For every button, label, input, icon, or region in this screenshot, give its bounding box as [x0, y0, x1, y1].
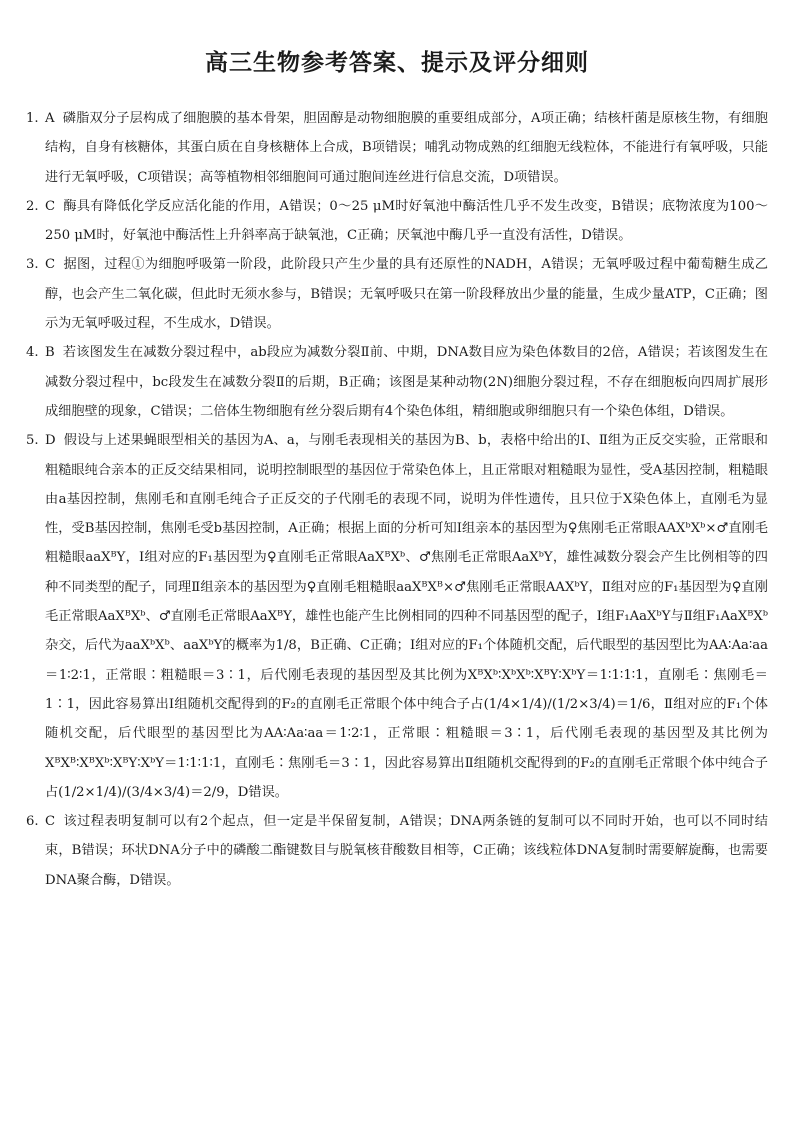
item-explanation: 该过程表明复制可以有2个起点，但一定是半保留复制，A错误；DNA两条链的复制可以不同时开始，也可以不同时结束，B错误；环状DNA分子中的磷酸二酯键数目与脱氧核苷酸数目相等，C正确；该线粒体DNA复制时需要解旋酶，也需要DNA聚合酶，D错误。: [45, 814, 768, 888]
answer-item-4: [26, 338, 768, 426]
item-number: 3.: [26, 257, 39, 273]
answer-item-5: [26, 426, 768, 807]
answer-item-6: [26, 807, 768, 895]
item-explanation: 据图，过程①为细胞呼吸第一阶段，此阶段只产生少量的具有还原性的NADH，A错误；无氧呼吸过程中葡萄糖生成乙醇，也会产生二氧化碳，但此时无须水参与，B错误；无氧呼吸只在第一阶段释放出少量的能量，生成少量ATP，C正确；图示为无氧呼吸过程，不生成水，D错误。: [45, 257, 768, 332]
item-explanation: 假设与上述果蝇眼型相关的基因为A、a，与刚毛表现相关的基因为B、b，表格中给出的Ⅰ、Ⅱ组为正反交实验，正常眼和粗糙眼纯合亲本的正反交结果相同，说明控制眼型的基因位于常染色体上，且正常眼对粗糙眼为显性，受A基因控制，粗糙眼由a基因控制，焦刚毛和直刚毛纯合子正反交的子代刚毛的表现不同，说明为伴性遗传，且只位于X染色体上，直刚毛为显性，受B基因控制，焦刚毛受b基因控制，A正确；根据上面的分析可知Ⅰ组亲本的基因型为♀焦刚毛正常眼AAXᵇXᵇ×♂直刚毛粗糙眼aaXᴮY，Ⅰ组对应的F₁基因型为♀直刚毛正常眼AaXᴮXᵇ、♂焦刚毛正常眼AaXᵇY，雄性减数分裂会产生比例相等的四种不同类型的配子，同理Ⅱ组亲本的基因型为♀直刚毛粗糙眼aaXᴮXᴮ×♂焦刚毛正常眼AAXᵇY，Ⅱ组对应的F₁基因型为♀直刚毛正常眼AaXᴮXᵇ、♂直刚毛正常眼AaXᴮY，雄性也能产生比例相同的四种不同基因型的配子，Ⅰ组F₁AaXᵇY与Ⅱ组F₁AaXᴮXᵇ杂交，后代为aaXᵇXᵇ、aaXᵇY的概率为1/8，B正确、C正确；Ⅰ组对应的F₁个体随机交配，后代眼型的基因型比为AA∶Aa∶aa＝1∶2∶1，正常眼∶粗糙眼＝3∶1，后代刚毛表现的基因型及其比例为XᴮXᵇ∶XᵇXᵇ∶XᴮY∶XᵇY＝1∶1∶1∶1，直刚毛∶焦刚毛＝1∶1，因此容易算出Ⅰ组随机交配得到的F₂的直刚毛正常眼个体中纯合子占(1/4×1/4)/(1/2×3/4)＝1/6，Ⅱ组对应的F₁个体随机交配，后代眼型的基因型比为AA∶Aa∶aa＝1∶2∶1，正常眼∶粗糙眼＝3∶1，后代刚毛表现的基因型及其比例为XᴮXᴮ∶XᴮXᵇ∶XᴮY∶XᵇY＝1∶1∶1∶1，直刚毛∶焦刚毛＝3∶1，因此容易算出Ⅱ组随机交配得到的F₂的直刚毛正常眼个体中纯合子占(1/2×1/4)/(3/4×3/4)＝2/9，D错误。: [45, 433, 768, 800]
item-answer: C: [45, 198, 56, 214]
item-number: 2.: [26, 198, 39, 214]
answer-item-3: [26, 250, 768, 338]
answer-item-2: [26, 192, 768, 251]
item-answer: C: [45, 814, 56, 830]
answer-item-1: [26, 104, 768, 192]
item-answer: C: [45, 257, 56, 273]
page-title: 高三生物参考答案、提示及评分细则: [205, 50, 589, 76]
item-number: 6.: [26, 814, 39, 830]
item-number: 5.: [26, 433, 39, 449]
item-explanation: 若该图发生在减数分裂过程中，ab段应为减数分裂Ⅱ前、中期，DNA数目应为染色体数目的2倍，A错误；若该图发生在减数分裂过程中，bc段发生在减数分裂Ⅱ的后期，B正确；该图是某种动物(2N)细胞分裂过程，不存在细胞板向四周扩展形成细胞壁的现象，C错误；二倍体生物细胞有丝分裂后期有4个染色体组，精细胞或卵细胞只有一个染色体组，D错误。: [45, 345, 768, 419]
item-number: 1.: [26, 111, 39, 126]
item-explanation: 磷脂双分子层构成了细胞膜的基本骨架，胆固醇是动物细胞膜的重要组成部分，A项正确；结核杆菌是原核生物，有细胞结构，自身有核糖体，其蛋白质在自身核糖体上合成，B项错误；哺乳动物成熟的红细胞无线粒体，不能进行有氧呼吸，只能进行无氧呼吸，C项错误；高等植物相邻细胞间可通过胞间连丝进行信息交流，D项错误。: [45, 111, 768, 185]
item-answer: B: [45, 345, 55, 361]
item-explanation: 酶具有降低化学反应活化能的作用，A错误；0～25 μM时好氧池中酶活性几乎不发生改变，B错误；底物浓度为100～250 μM时，好氧池中酶活性上升斜率高于缺氧池，C正确；厌氧池中酶几乎一直没有活性，D错误。: [45, 198, 768, 244]
item-number: 4.: [26, 345, 39, 361]
item-answer: D: [45, 433, 56, 449]
item-answer: A: [45, 111, 55, 126]
